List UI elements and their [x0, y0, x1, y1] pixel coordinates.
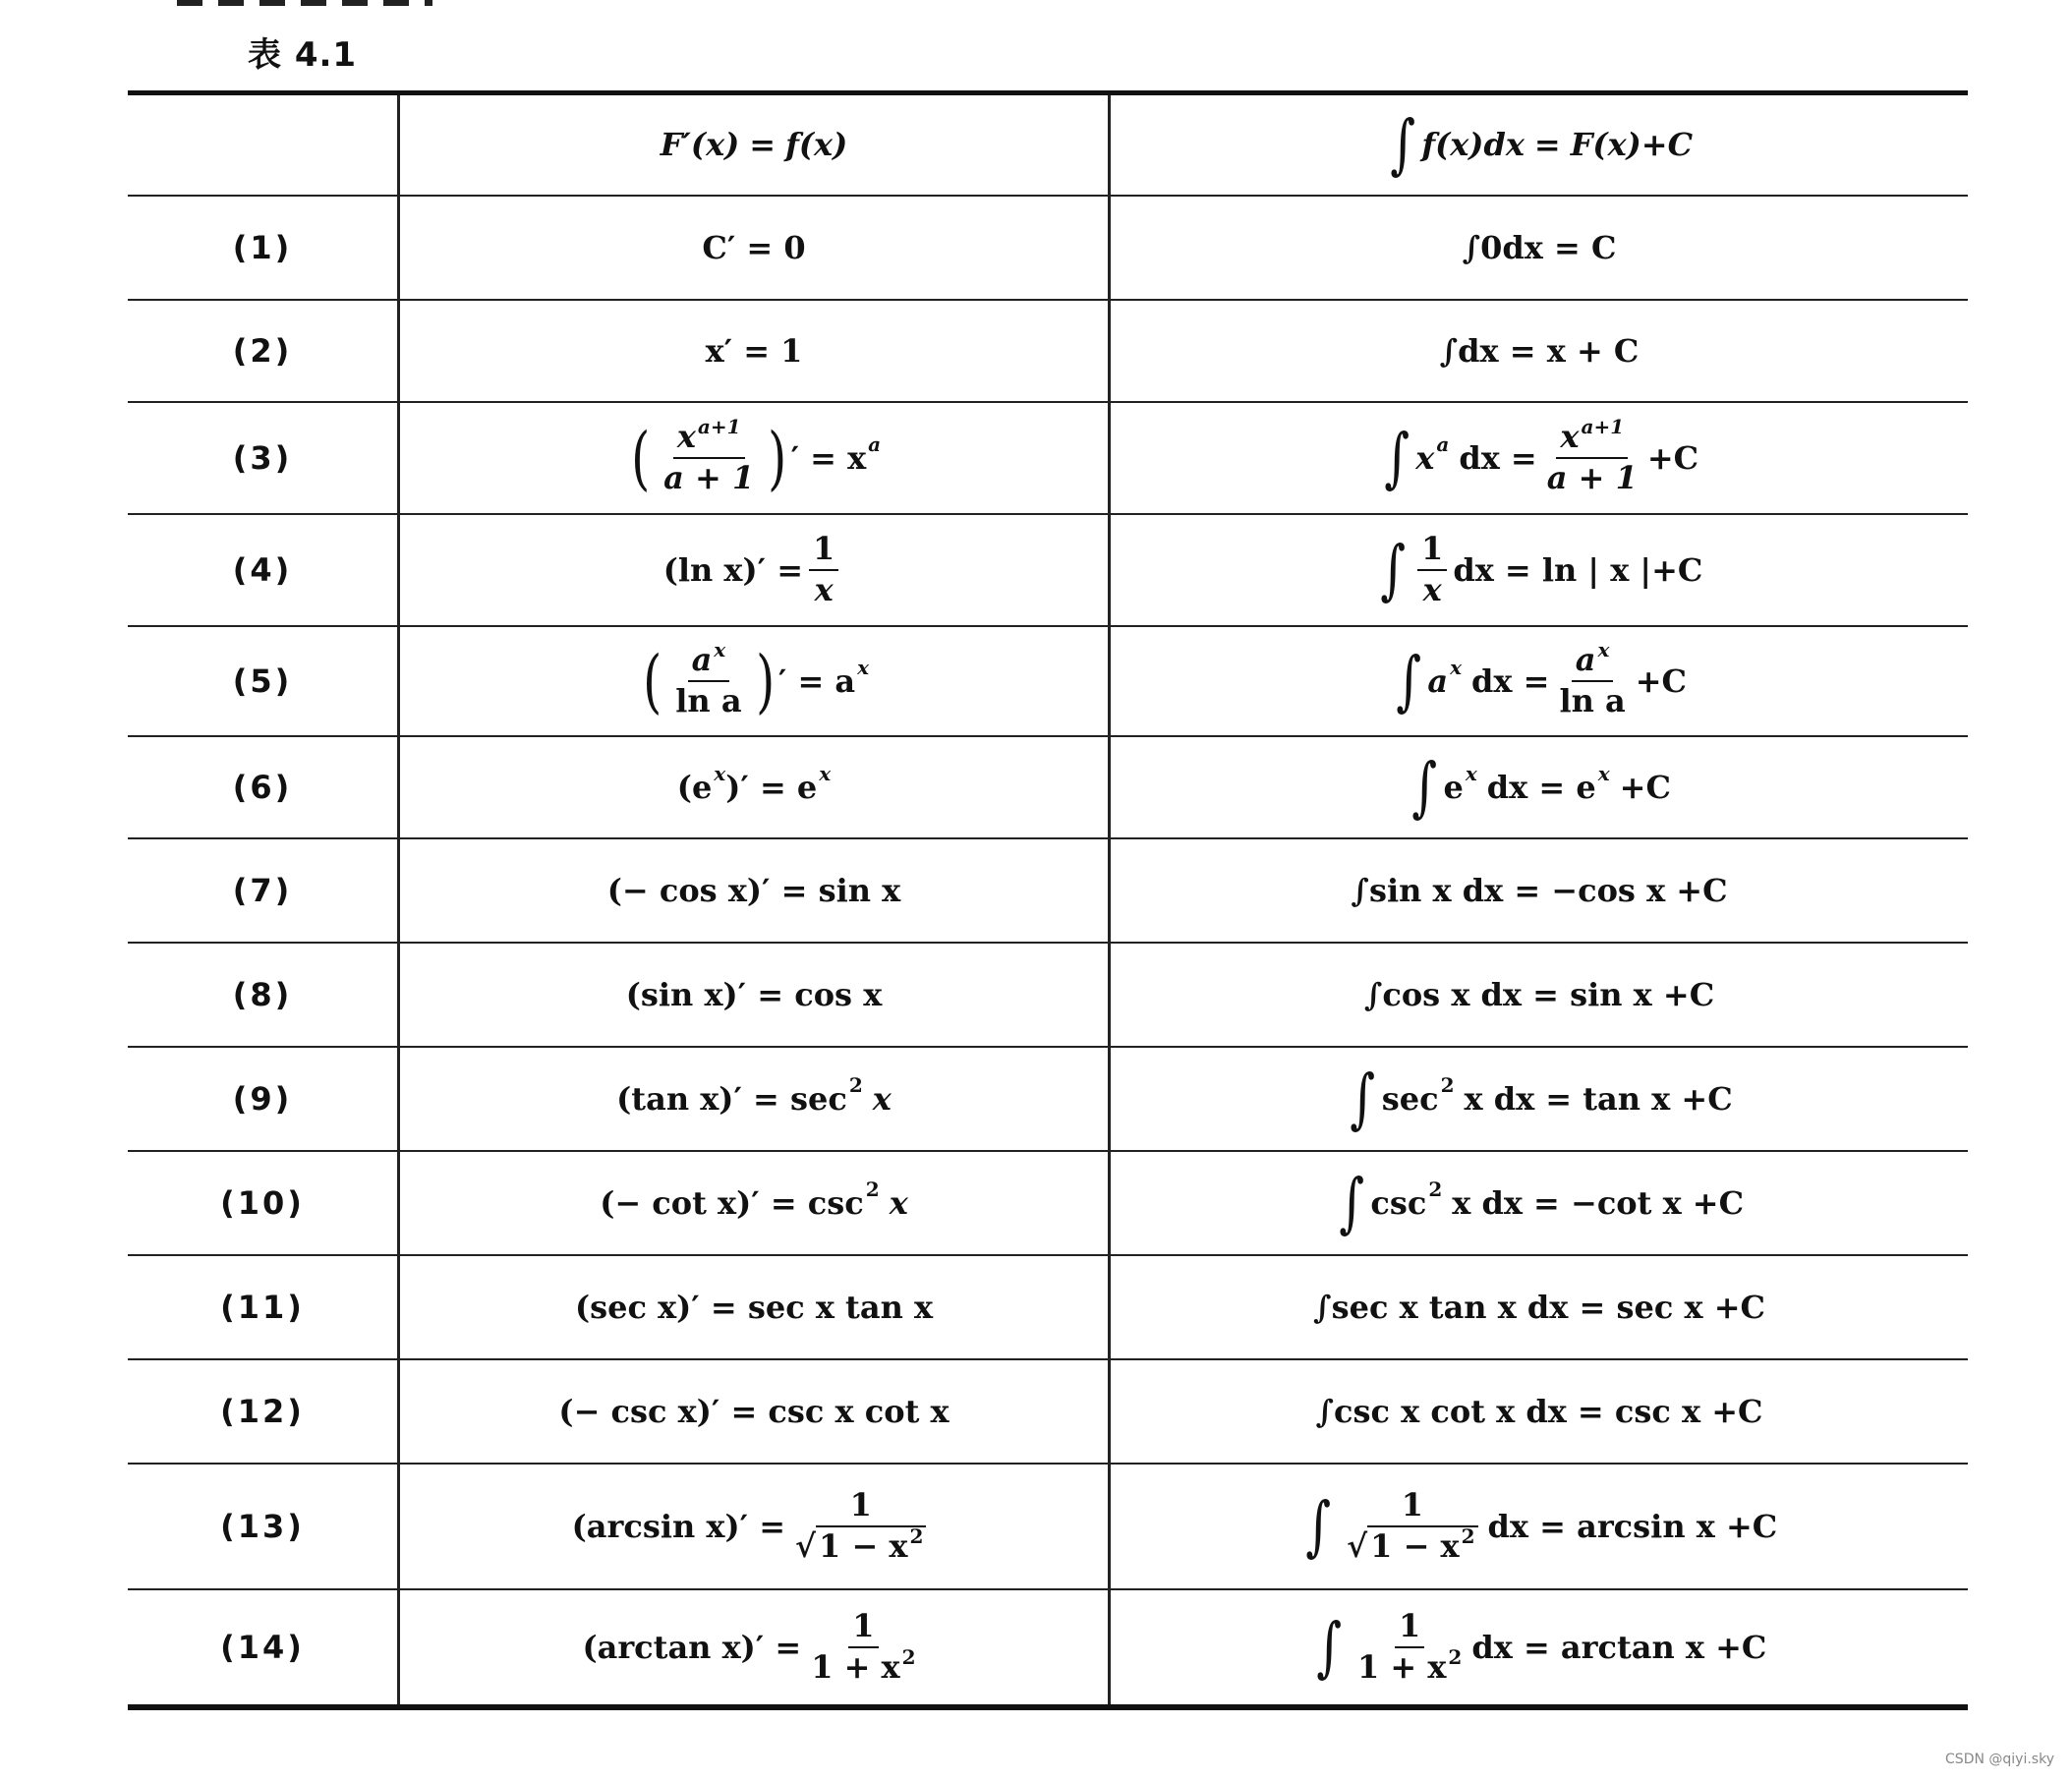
header-rhs: f(x)	[785, 126, 848, 164]
fraction: $\frac{a ^x}{\text{ln a}}$	[675, 638, 742, 719]
fraction: $\frac{x ^{a+1}}{a + 1}$	[663, 415, 755, 496]
integral-sign-icon: ∫	[1411, 748, 1438, 825]
fraction: $\frac{a ^x}{\text{ln a}}$	[1559, 638, 1626, 719]
table-row	[128, 1255, 1968, 1359]
table-row	[128, 300, 1968, 402]
integral-formula: ∫ x a dx = $\frac{x ^{a+1}}{a + 1}$ +C	[1110, 402, 1969, 514]
table-row	[128, 943, 1968, 1047]
table-row	[128, 626, 1968, 736]
row-number: (12)	[128, 1359, 399, 1464]
row-number: (13)	[128, 1464, 399, 1589]
fraction: $\frac{1}{√1 - x ^2}$	[1343, 1488, 1481, 1563]
integral-formula: ∫ e x dx = e x +C	[1110, 736, 1969, 838]
derivative-formula: (− cos x)′ = sin x	[399, 838, 1110, 943]
derivative-formula: ( $\frac{x ^{a+1}}{a + 1}$ ) ′ = x a	[399, 402, 1110, 514]
integral-formula: ∫csc x cot x dx = csc x +C	[1110, 1359, 1969, 1464]
right-paren-icon: )	[768, 417, 787, 498]
sqrt-icon: √	[1347, 1526, 1368, 1565]
fraction: $\frac{1}{√1 - x ^2}$	[791, 1488, 930, 1563]
right-paren-icon: )	[755, 640, 775, 721]
left-paren-icon: (	[630, 417, 651, 498]
fraction: $\frac{1}{1 + x ^2}$	[811, 1607, 916, 1686]
row-number: (7)	[128, 838, 399, 943]
integral-formula: ∫sin x dx = −cos x +C	[1110, 838, 1969, 943]
row-number: (8)	[128, 943, 399, 1047]
table-row	[128, 1047, 1968, 1151]
table-row	[128, 514, 1968, 626]
cropped-text-fragment	[177, 0, 432, 6]
row-number: (1)	[128, 196, 399, 300]
integral-formula: ∫ sec 2 x dx = tan x +C	[1110, 1047, 1969, 1151]
row-number: (14)	[220, 1628, 305, 1666]
derivative-formula: (e x )′ = e x	[399, 736, 1110, 838]
integral-sign-icon: ∫	[1350, 1060, 1376, 1136]
row-number: (10)	[128, 1151, 399, 1255]
fraction: $\frac{1}{x}$	[1417, 532, 1447, 606]
derivative-formula: ( $\frac{a ^x}{\text{ln a}}$ ) ′ = a x	[399, 626, 1110, 736]
row-number: (5)	[128, 626, 399, 736]
derivative-formula: (ln x)′ = $\frac{1}{x}$	[399, 514, 1110, 626]
derivative-formula: (− csc x)′ = csc x cot x	[399, 1359, 1110, 1464]
header-integrand: f(x)dx	[1421, 126, 1525, 164]
table-row	[128, 736, 1968, 838]
integral-sign-icon: ∫	[1384, 419, 1410, 495]
integral-formula: ∫ csc 2 x dx = −cot x +C	[1110, 1151, 1969, 1255]
table-row	[128, 402, 1968, 514]
table-row	[128, 196, 1968, 300]
table-title: 表 4.1	[248, 35, 358, 75]
integral-sign-icon: ∫	[1390, 106, 1416, 183]
integral-formula: ∫dx = x + C	[1110, 300, 1969, 402]
row-number: (11)	[128, 1255, 399, 1359]
table-header-row	[128, 93, 1968, 196]
table-row	[128, 1151, 1968, 1255]
row-number: (3)	[128, 402, 399, 514]
header-lhs: F′(x)	[660, 126, 740, 164]
integral-sign-icon: ∫	[1339, 1164, 1365, 1240]
header-derivative-cell	[399, 93, 1110, 196]
integral-formula-table	[128, 90, 1968, 1710]
integral-formula: ∫ $\frac{1}{x}$ dx = ln | x |+C	[1110, 514, 1969, 626]
integral-formula: ∫0dx = C	[1110, 196, 1969, 300]
derivative-formula: (arcsin x)′ = $\frac{1}{√1 - x ^2}$	[399, 1464, 1110, 1589]
fraction: $\frac{x ^{a+1}}{a + 1}$	[1546, 415, 1638, 496]
row-number: (6)	[128, 736, 399, 838]
table-row	[128, 1359, 1968, 1464]
header-blank-cell	[128, 93, 399, 196]
integral-sign-icon: ∫	[1305, 1487, 1331, 1564]
derivative-formula: (arctan x)′ = $\frac{1}{1 + x ^2}$	[399, 1589, 1110, 1707]
row-number: (9)	[128, 1047, 399, 1151]
row-number: (2)	[128, 300, 399, 402]
integral-formula: ∫ a x dx = $\frac{a ^x}{\text{ln a}}$ +C	[1110, 626, 1969, 736]
integral-sign-icon: ∫	[1396, 642, 1422, 718]
table-row	[128, 838, 1968, 943]
sqrt-icon: √	[795, 1526, 817, 1565]
table-row	[128, 1589, 1968, 1707]
integral-formula: ∫ $\frac{1}{√1 - x ^2}$ dx = arcsin x +C	[1110, 1464, 1969, 1589]
derivative-formula: C′ = 0	[399, 196, 1110, 300]
derivative-formula: x′ = 1	[399, 300, 1110, 402]
integral-formula: ∫ $\frac{1}{1 + x ^2}$ dx = arctan x +C	[1110, 1589, 1969, 1707]
fraction: $\frac{1}{x}$	[809, 532, 838, 606]
table-row	[128, 1464, 1968, 1589]
integral-formula: ∫cos x dx = sin x +C	[1110, 943, 1969, 1047]
integral-sign-icon: ∫	[1315, 1608, 1342, 1685]
header-int-eq: =	[1533, 126, 1561, 164]
derivative-formula: (sin x)′ = cos x	[399, 943, 1110, 1047]
header-int-rhs: F(x)+C	[1570, 126, 1694, 164]
left-paren-icon: (	[643, 640, 662, 721]
derivative-formula: (sec x)′ = sec x tan x	[399, 1255, 1110, 1359]
header-eq: =	[749, 126, 777, 164]
derivative-formula: (tan x)′ = sec 2 x	[399, 1047, 1110, 1151]
row-number: (4)	[128, 514, 399, 626]
derivative-formula: (− cot x)′ = csc 2 x	[399, 1151, 1110, 1255]
fraction: $\frac{1}{1 + x ^2}$	[1356, 1607, 1463, 1686]
integral-formula: ∫sec x tan x dx = sec x +C	[1110, 1255, 1969, 1359]
watermark: CSDN @qiyi.sky	[1945, 1752, 2054, 1767]
integral-sign-icon: ∫	[1379, 531, 1406, 607]
header-integral-cell	[1110, 93, 1969, 196]
